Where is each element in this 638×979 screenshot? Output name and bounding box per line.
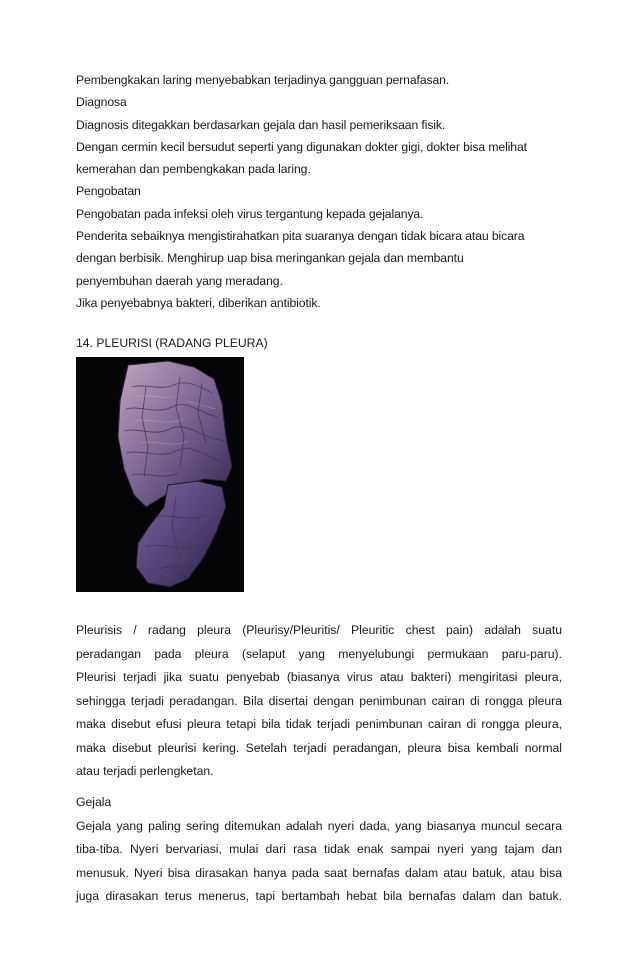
paragraph-line: maka disebut efusi pleura tetapi bila tidak terjadi penimbunan cairan di rongga pleura, — [76, 717, 562, 731]
text-line: Penderita sebaiknya mengistirahatkan pita suaranya dengan tidak bicara atau bicara — [76, 229, 525, 244]
text-line: kemerahan dan pembengkakan pada laring. — [76, 162, 311, 177]
paragraph-line: juga dirasakan terus menerus, tapi bertambah hebat bila bernafas dalam dan batuk. — [76, 889, 562, 903]
subheading-diagnosa: Diagnosa — [76, 95, 127, 110]
pleurisy-paragraph — [76, 619, 562, 784]
paragraph-line: maka disebut pleurisi kering. Setelah terjadi peradangan, pleura bisa kembali normal — [76, 740, 562, 755]
paragraph-line: peradangan pada pleura (selaput yang menyelubungi permukaan paru-paru). — [76, 646, 562, 661]
paragraph-line: menusuk. Nyeri bisa dirasakan hanya pada saat bernafas dalam atau batuk, atau bisa — [76, 865, 562, 880]
laryngitis-text-block — [76, 69, 556, 314]
gejala-section — [76, 791, 562, 909]
paragraph-line: tiba-tiba. Nyeri bervariasi, mulai dari rasa tidak enak sampai nyeri yang tajam dan — [76, 842, 562, 856]
text-line: penyembuhan daerah yang meradang. — [76, 273, 283, 288]
section-heading: 14. PLEURISI (RADANG PLEURA) — [76, 336, 268, 350]
text-line: Pengobatan pada infeksi oleh virus tergantung kepada gejalanya. — [76, 206, 424, 221]
paragraph-line: Pleurisi terjadi jika suatu penyebab (biasanya virus atau bakteri) mengiritasi pleura, — [76, 670, 562, 684]
text-line: dengan berbisik. Menghirup uap bisa meringankan gejala dan membantu — [76, 251, 464, 266]
pleura-tissue-photo — [76, 357, 244, 592]
paragraph-line: Pleurisis / radang pleura (Pleurisy/Pleuritis/ Pleuritic chest pain) adalah suatu — [76, 623, 562, 637]
paragraph-line: Gejala yang paling sering ditemukan adalah nyeri dada, yang biasanya muncul secara — [76, 818, 562, 833]
text-line: Diagnosis ditegakkan berdasarkan gejala dan hasil pemeriksaan fisik. — [76, 117, 446, 132]
gejala-heading: Gejala — [76, 795, 112, 809]
paragraph-line: sehingga terjadi peradangan. Bila disertai dengan penimbunan cairan di rongga pleura — [76, 693, 562, 708]
text-line: Pembengkakan laring menyebabkan terjadinya gangguan pernafasan. — [76, 73, 450, 87]
text-line: Dengan cermin kecil bersudut seperti yang digunakan dokter gigi, dokter bisa melihat — [76, 139, 527, 154]
subheading-pengobatan: Pengobatan — [76, 184, 141, 199]
paragraph-line: atau terjadi perlengketan. — [76, 764, 214, 778]
text-line: Jika penyebabnya bakteri, diberikan antibiotik. — [76, 295, 321, 310]
